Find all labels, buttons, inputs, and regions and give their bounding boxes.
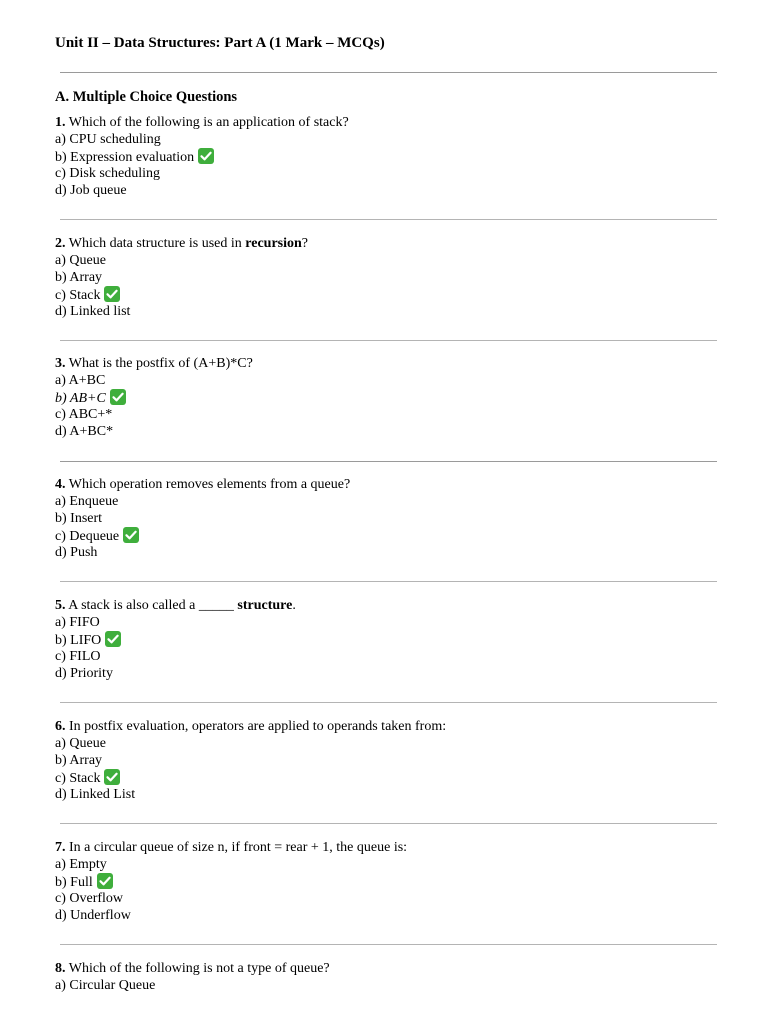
option: d) Job queue xyxy=(55,183,127,198)
divider xyxy=(60,72,717,73)
option: a) A+BC xyxy=(55,373,106,388)
question-stem: Which of the following is an application of stack? xyxy=(68,115,349,130)
question-text xyxy=(55,355,715,372)
option: b) Insert xyxy=(55,511,103,526)
option: d) Linked List xyxy=(55,787,136,802)
option: c) ABC+* xyxy=(55,407,113,422)
divider xyxy=(60,219,717,220)
question-1 xyxy=(55,114,715,199)
question-stem: A stack is also called a _____ xyxy=(68,598,234,613)
option: a) FIFO xyxy=(55,615,100,630)
question-number: 4. xyxy=(55,477,66,492)
question-stem: Which data structure is used in xyxy=(68,236,242,251)
check-mark-icon xyxy=(123,527,139,543)
question-7 xyxy=(55,839,715,924)
question-text xyxy=(55,960,715,977)
option: a) Queue xyxy=(55,736,106,751)
question-3 xyxy=(55,355,715,440)
divider xyxy=(60,340,717,341)
question-stem: What is the postfix of (A+B)*C? xyxy=(68,356,253,371)
question-text xyxy=(55,235,715,252)
question-keyword: structure xyxy=(237,598,293,613)
check-mark-icon xyxy=(104,286,120,302)
question-keyword: recursion xyxy=(245,236,302,251)
option: b) Array xyxy=(55,270,103,285)
question-number: 2. xyxy=(55,236,66,251)
question-number: 3. xyxy=(55,356,66,371)
question-number: 8. xyxy=(55,961,66,976)
question-stem-end: . xyxy=(292,598,296,613)
question-text xyxy=(55,597,715,614)
question-number: 5. xyxy=(55,598,66,613)
question-stem-end: ? xyxy=(301,236,308,251)
question-stem: Which of the following is not a type of queue? xyxy=(68,961,330,976)
divider xyxy=(60,944,717,945)
option: c) FILO xyxy=(55,649,101,664)
question-text xyxy=(55,114,715,131)
option: a) Enqueue xyxy=(55,494,119,509)
option-correct: b) LIFO xyxy=(55,631,715,648)
check-mark-icon xyxy=(104,769,120,785)
option: d) A+BC* xyxy=(55,424,114,439)
question-text xyxy=(55,839,715,856)
question-text xyxy=(55,476,715,493)
option-correct: c) Stack xyxy=(55,286,715,303)
question-stem: In a circular queue of size n, if front = rear + 1, the queue is: xyxy=(69,840,408,855)
option-correct: b) Expression evaluation xyxy=(55,148,715,165)
question-2 xyxy=(55,235,715,320)
divider xyxy=(60,702,717,703)
question-4 xyxy=(55,476,715,561)
check-mark-icon xyxy=(105,631,121,647)
question-number: 6. xyxy=(55,719,66,734)
question-6 xyxy=(55,718,715,803)
option: a) Queue xyxy=(55,253,106,268)
option: a) Circular Queue xyxy=(55,978,156,993)
option: c) Overflow xyxy=(55,891,124,906)
question-stem: In postfix evaluation, operators are applied to operands taken from: xyxy=(69,719,447,734)
option: d) Underflow xyxy=(55,908,131,923)
option-correct: c) Dequeue xyxy=(55,527,715,544)
option: d) Push xyxy=(55,545,98,560)
check-mark-icon xyxy=(97,873,113,889)
check-mark-icon xyxy=(198,148,214,164)
option: c) Disk scheduling xyxy=(55,166,160,181)
option: b) Array xyxy=(55,753,103,768)
option: a) CPU scheduling xyxy=(55,132,161,147)
option: a) Empty xyxy=(55,857,107,872)
check-mark-icon xyxy=(110,389,126,405)
divider xyxy=(60,461,717,462)
option: d) Linked list xyxy=(55,304,131,319)
question-number: 7. xyxy=(55,840,66,855)
question-number: 1. xyxy=(55,115,66,130)
option-correct: c) Stack xyxy=(55,769,715,786)
document-title: Unit II – Data Structures: Part A (1 Mark – MCQs) xyxy=(55,35,385,51)
section-heading: A. Multiple Choice Questions xyxy=(55,89,238,105)
question-text xyxy=(55,718,715,735)
question-8 xyxy=(55,960,715,994)
option-correct: b) Full xyxy=(55,873,715,890)
question-5 xyxy=(55,597,715,682)
option: d) Priority xyxy=(55,666,113,681)
question-stem: Which operation removes elements from a queue? xyxy=(68,477,351,492)
divider xyxy=(60,823,717,824)
option-correct: b) AB+C xyxy=(55,389,715,406)
divider xyxy=(60,581,717,582)
